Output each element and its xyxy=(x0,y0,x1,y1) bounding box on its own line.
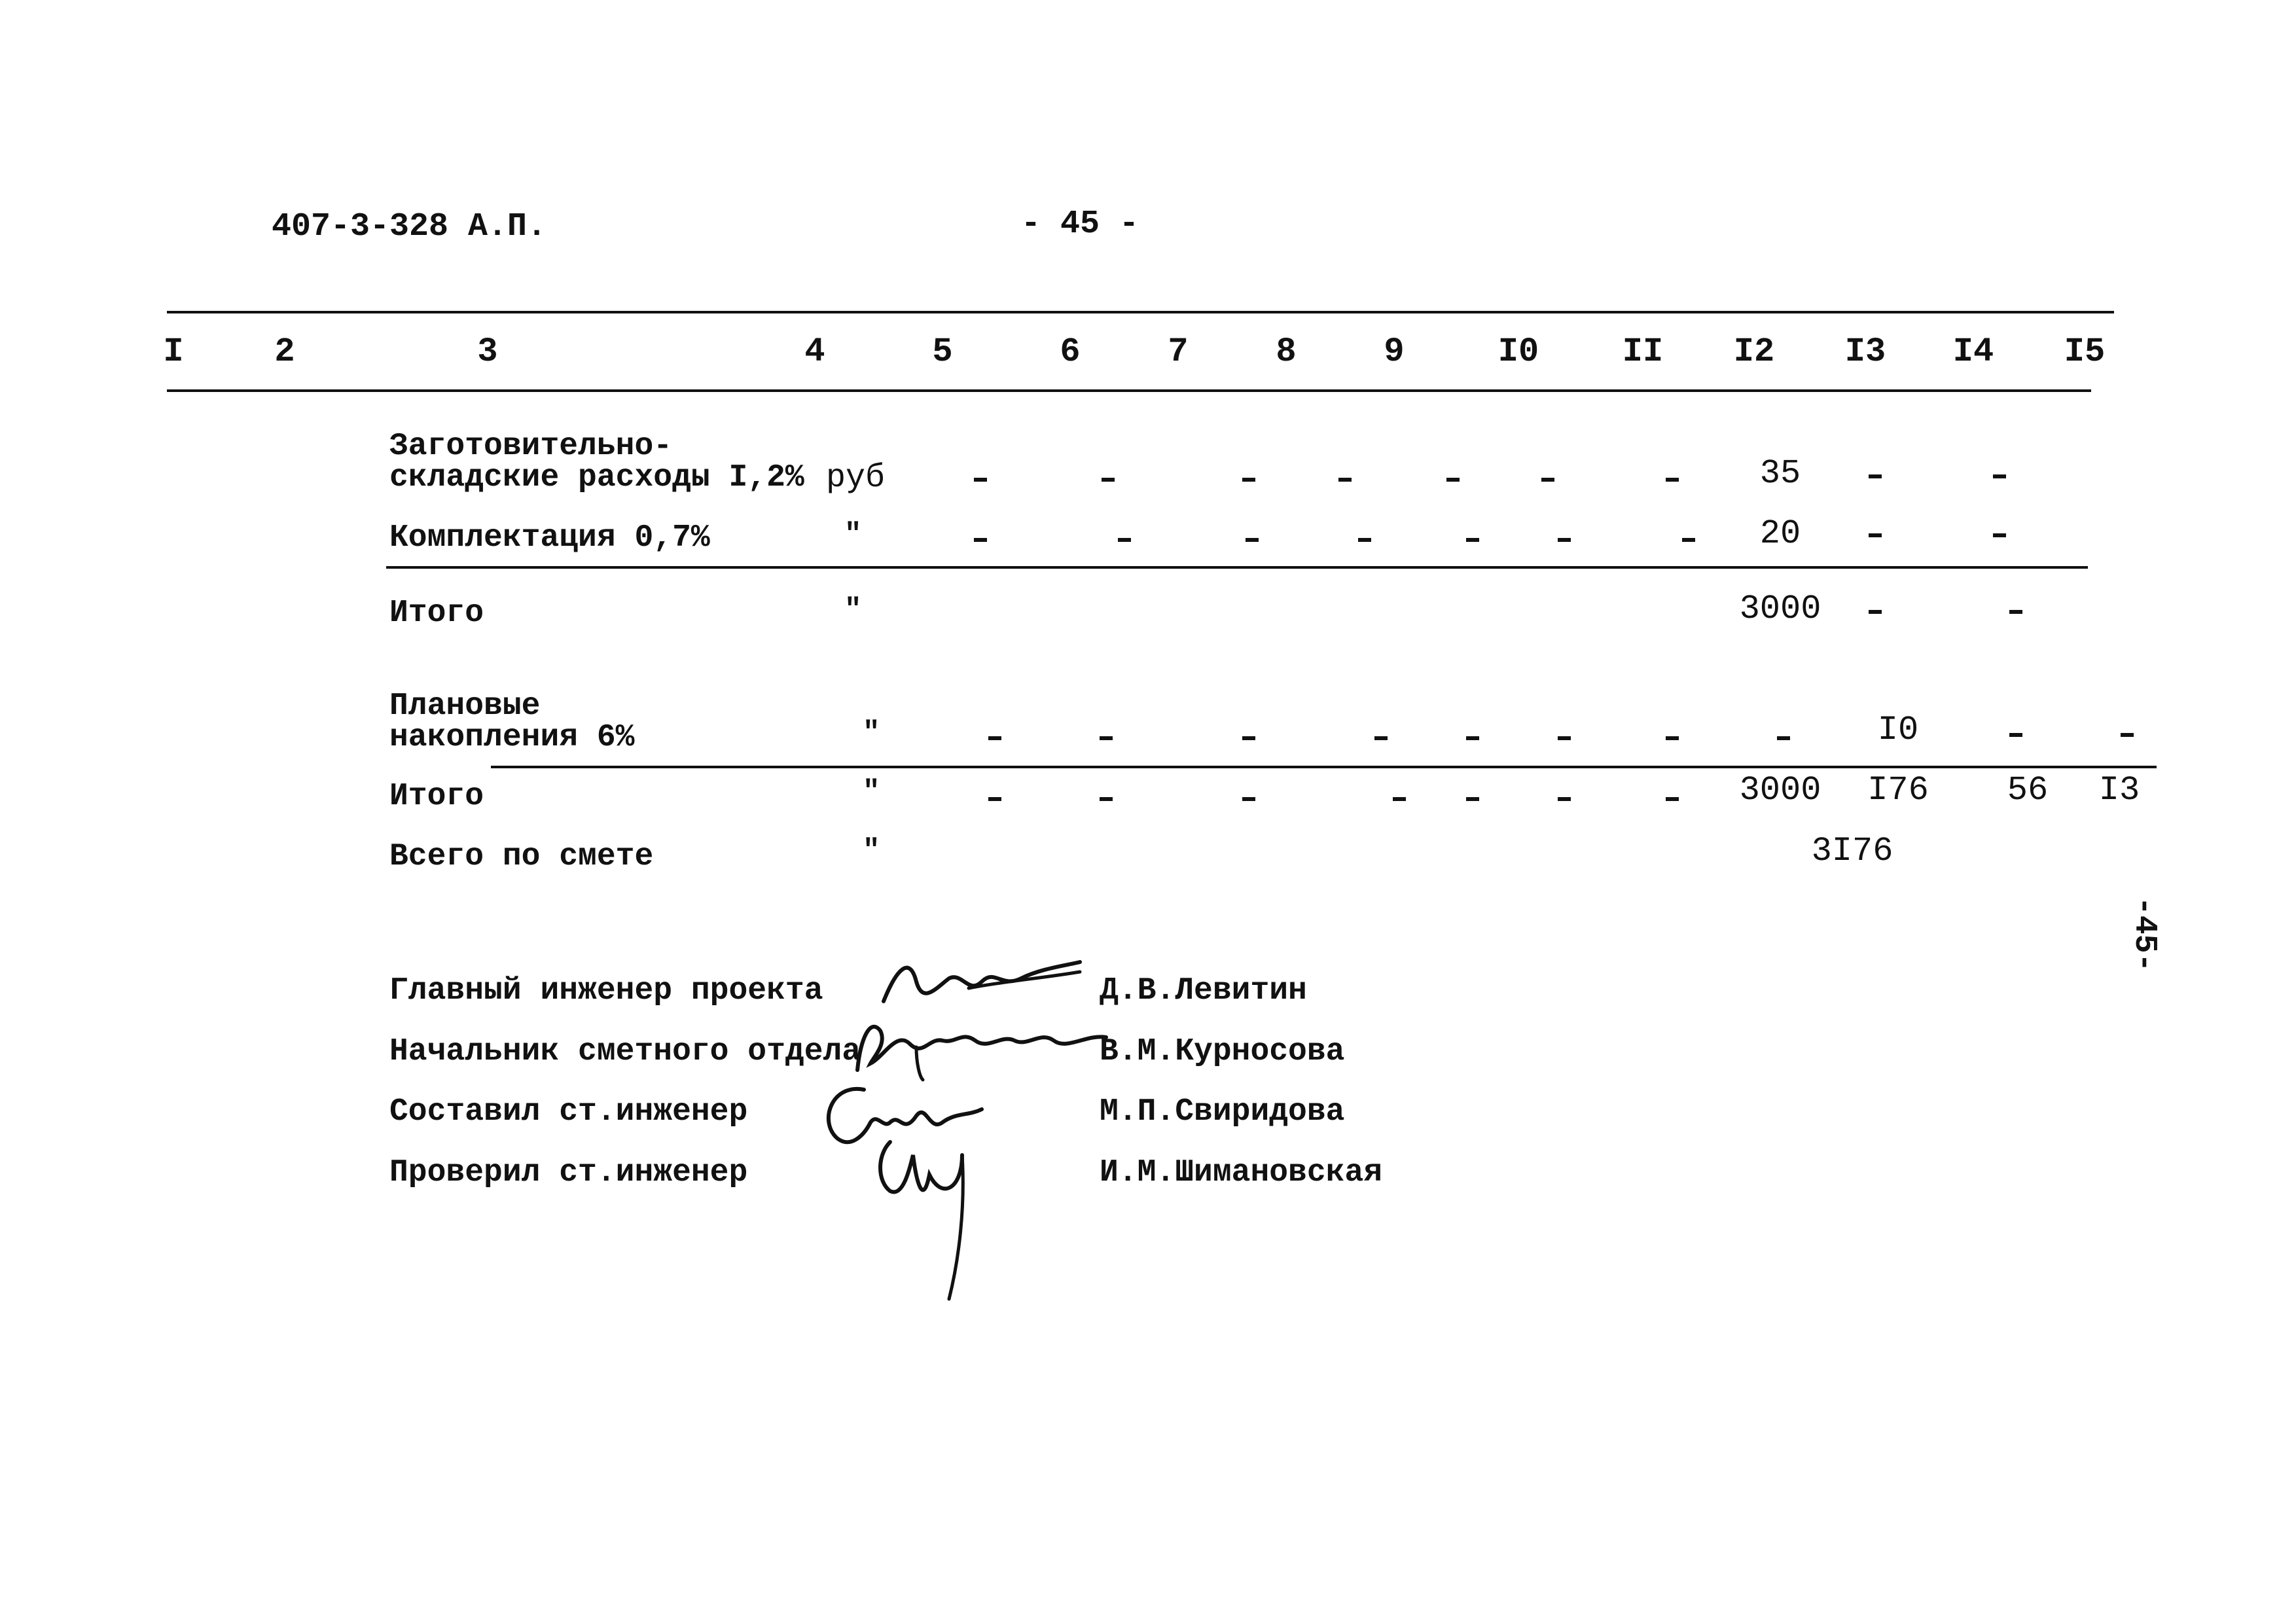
subtotal-rule xyxy=(386,566,2088,569)
empty-dash xyxy=(988,736,1001,740)
cell-value: I76 xyxy=(1867,771,1929,810)
archive-sheet-mark: -45- xyxy=(2126,897,2162,972)
table-top-rule xyxy=(167,311,2114,313)
row-label: Комплектация 0,7% xyxy=(389,520,710,556)
row-unit: руб xyxy=(826,459,886,497)
empty-dash xyxy=(1666,478,1679,482)
empty-dash xyxy=(1374,736,1388,740)
signatory-role: Составил ст.инженер xyxy=(389,1094,748,1130)
empty-dash xyxy=(1541,478,1554,482)
empty-dash xyxy=(1338,478,1352,482)
empty-dash xyxy=(1393,797,1406,801)
empty-dash xyxy=(974,538,987,542)
empty-dash xyxy=(1118,538,1131,542)
header-bottom-rule xyxy=(167,389,2091,392)
signature-kurnosova xyxy=(851,1011,1113,1083)
row-label: Итого xyxy=(389,779,484,814)
signature-sviridova-shimanovskaya xyxy=(812,1077,1021,1312)
col-header-12: I2 xyxy=(1733,332,1775,371)
col-header-5: 5 xyxy=(932,332,953,371)
col-header-6: 6 xyxy=(1060,332,1081,371)
signatory-role: Главный инженер проекта xyxy=(389,973,823,1008)
row-label: накопления 6% xyxy=(389,720,635,755)
cell-value: 3000 xyxy=(1739,771,1821,810)
empty-dash xyxy=(2121,733,2134,737)
empty-dash xyxy=(988,797,1001,801)
empty-dash xyxy=(1242,736,1255,740)
row-unit: " xyxy=(844,594,862,626)
empty-dash xyxy=(1246,538,1259,542)
empty-dash xyxy=(1558,797,1571,801)
cell-value: I0 xyxy=(1877,711,1919,749)
empty-dash xyxy=(1558,538,1571,542)
empty-dash xyxy=(1869,533,1882,537)
document-code: 407-3-328 А.П. xyxy=(272,208,547,245)
empty-dash xyxy=(1777,736,1790,740)
empty-dash xyxy=(1869,610,1882,614)
col-header-8: 8 xyxy=(1276,332,1297,371)
col-header-9: 9 xyxy=(1384,332,1405,371)
empty-dash xyxy=(2009,610,2022,614)
page-number: - 45 - xyxy=(1021,205,1139,243)
col-header-1: I xyxy=(163,332,184,371)
cell-value: I3 xyxy=(2098,771,2140,810)
col-header-4: 4 xyxy=(804,332,825,371)
signature-levitin xyxy=(870,942,1086,1014)
empty-dash xyxy=(1558,736,1571,740)
cell-value: 3000 xyxy=(1739,590,1821,628)
col-header-3: 3 xyxy=(477,332,498,371)
row-label: складские расходы I,2% xyxy=(389,460,804,495)
row-unit: " xyxy=(863,776,880,808)
signatory-name: Д.В.Левитин xyxy=(1100,973,1307,1008)
col-header-10: I0 xyxy=(1498,332,1539,371)
empty-dash xyxy=(1666,736,1679,740)
empty-dash xyxy=(1869,474,1882,478)
cell-value: 20 xyxy=(1759,514,1801,553)
row-unit: " xyxy=(863,834,880,867)
cell-value: 35 xyxy=(1759,454,1801,493)
signatory-name: И.М.Шимановская xyxy=(1100,1155,1383,1190)
col-header-11: II xyxy=(1622,332,1664,371)
empty-dash xyxy=(1446,478,1460,482)
col-header-14: I4 xyxy=(1952,332,1994,371)
empty-dash xyxy=(1100,736,1113,740)
col-header-15: I5 xyxy=(2064,332,2106,371)
signatory-name: М.П.Свиридова xyxy=(1100,1094,1345,1130)
signatory-role: Начальник сметного отдела xyxy=(389,1034,861,1069)
col-header-7: 7 xyxy=(1168,332,1189,371)
empty-dash xyxy=(1242,478,1255,482)
signatory-role: Проверил ст.инженер xyxy=(389,1155,748,1190)
empty-dash xyxy=(1358,538,1371,542)
row-unit: " xyxy=(863,717,880,749)
row-label: Плановые xyxy=(389,688,541,724)
col-header-13: I3 xyxy=(1844,332,1886,371)
cell-value: 56 xyxy=(2007,771,2049,810)
empty-dash xyxy=(1466,797,1479,801)
col-header-2: 2 xyxy=(274,332,295,371)
row-label: Всего по смете xyxy=(389,839,654,874)
row-label: Итого xyxy=(389,596,484,631)
row-label: Заготовительно- xyxy=(389,429,673,464)
empty-dash xyxy=(1466,538,1479,542)
empty-dash xyxy=(1682,538,1695,542)
empty-dash xyxy=(1993,474,2006,478)
empty-dash xyxy=(974,478,987,482)
subtotal-rule xyxy=(491,766,2157,768)
empty-dash xyxy=(1242,797,1255,801)
empty-dash xyxy=(2009,733,2022,737)
empty-dash xyxy=(1466,736,1479,740)
row-unit: " xyxy=(844,518,862,551)
empty-dash xyxy=(1666,797,1679,801)
empty-dash xyxy=(1102,478,1115,482)
signatory-name: В.М.Курносова xyxy=(1100,1034,1345,1069)
grand-total-value: 3I76 xyxy=(1811,832,1893,870)
empty-dash xyxy=(1993,533,2006,537)
empty-dash xyxy=(1100,797,1113,801)
